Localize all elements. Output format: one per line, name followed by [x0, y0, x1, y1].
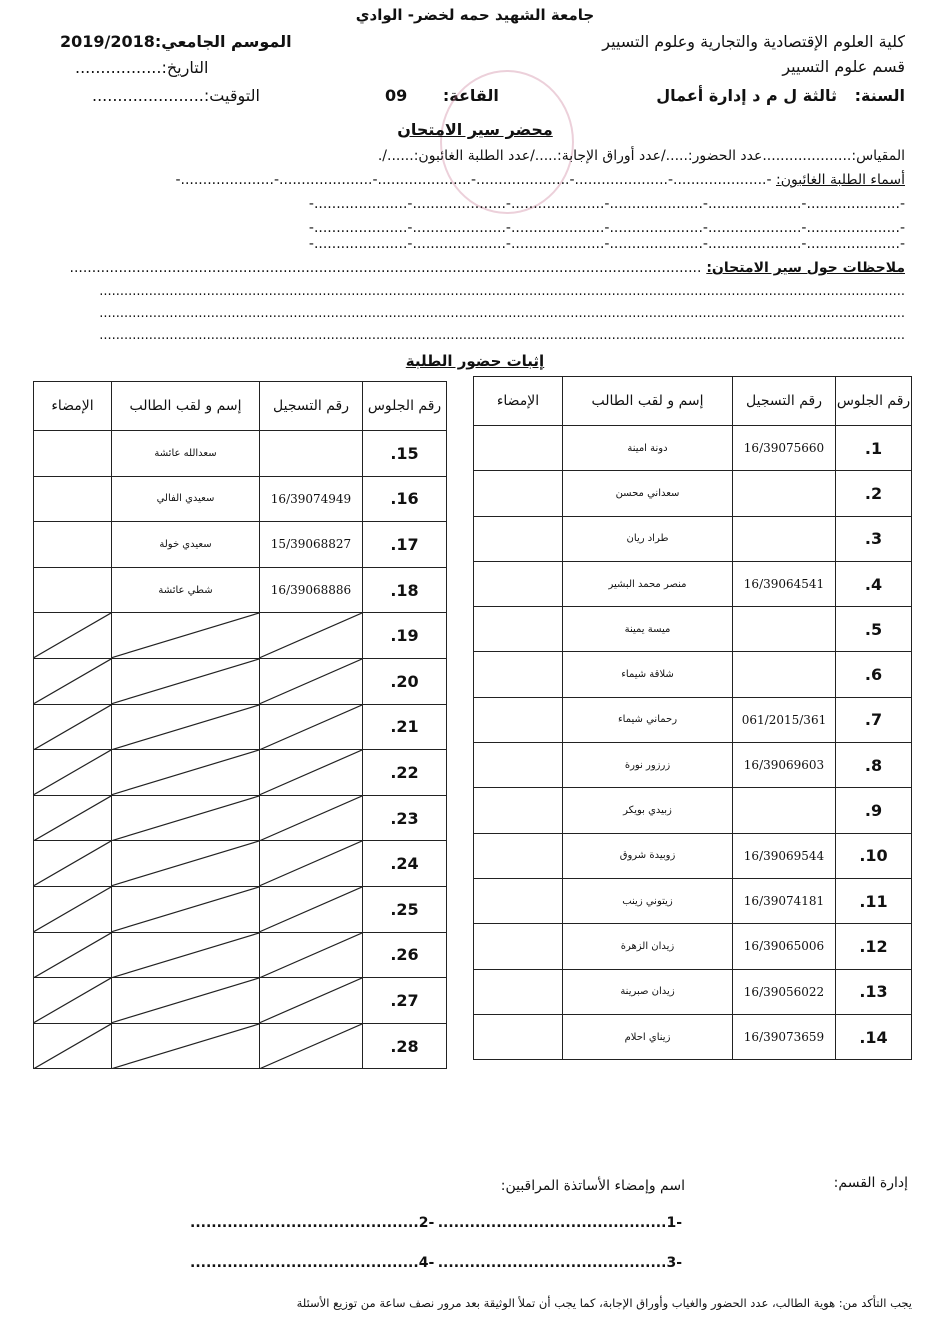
- registration-number: [260, 750, 363, 796]
- registration-number: 16/39074181: [733, 878, 836, 923]
- signature-cell[interactable]: [34, 1023, 112, 1069]
- strike-line-icon: [260, 613, 362, 658]
- registration-number: 16/39069544: [733, 833, 836, 878]
- strike-line-icon: [260, 1024, 362, 1069]
- absent-row-4[interactable]: -.....................-.....................-.....................-.....................-.....................-.....................-: [308, 236, 905, 252]
- seat-number: 21.: [363, 704, 447, 750]
- proctors-label: اسم وإمضاء الأساتذة المراقبين:: [500, 1178, 685, 1194]
- student-name: زيتوني زينب: [563, 878, 733, 923]
- registration-number: 16/39074949: [260, 476, 363, 522]
- signature-cell[interactable]: [474, 969, 563, 1014]
- table-row: [34, 431, 447, 477]
- seat-number: 12.: [836, 924, 912, 969]
- registration-number: [733, 652, 836, 697]
- table-row: [474, 652, 912, 697]
- student-name: منصر محمد البشير: [563, 561, 733, 606]
- student-name: دونة امينة: [563, 426, 733, 471]
- registration-number: 16/39073659: [733, 1014, 836, 1059]
- registration-number: [260, 704, 363, 750]
- registration-number: 16/39065006: [733, 924, 836, 969]
- student-name: زوبيدة شروق: [563, 833, 733, 878]
- strike-line-icon: [260, 796, 362, 841]
- signature-cell[interactable]: [34, 613, 112, 659]
- table-row: [474, 833, 912, 878]
- table-row: [34, 522, 447, 568]
- registration-number: 061/2015/361: [733, 697, 836, 742]
- notes-row-1: ..............................................................................................................................................: [69, 260, 702, 276]
- strike-line-icon: [260, 933, 362, 978]
- proctor-3-line[interactable]: -3...........................................: [437, 1255, 682, 1271]
- seat-number: 22.: [363, 750, 447, 796]
- year-value: ثالثة ل م د إدارة أعمال: [656, 86, 838, 105]
- col-sign-header: الإمضاء: [34, 382, 112, 431]
- strike-line-icon: [260, 887, 362, 932]
- signature-cell[interactable]: [474, 607, 563, 652]
- registration-number: [260, 795, 363, 841]
- registration-number: [260, 978, 363, 1024]
- table-row: [474, 561, 912, 606]
- absent-label: أسماء الطلبة الغائبون:: [776, 172, 905, 188]
- col-seat-header: رقم الجلوس: [363, 382, 447, 431]
- absent-row-3[interactable]: -.....................-.....................-.....................-.....................-.....................-.....................-: [308, 220, 905, 236]
- registration-number: [733, 516, 836, 561]
- absent-row-1: -.....................-.....................-.....................-.....................-.....................-.....................-: [175, 172, 772, 188]
- seat-number: 26.: [363, 932, 447, 978]
- col-sign-header: الإمضاء: [474, 377, 563, 426]
- col-reg-header: رقم التسجيل: [733, 377, 836, 426]
- signature-cell[interactable]: [34, 841, 112, 887]
- strike-line-icon: [112, 1024, 259, 1069]
- signature-cell[interactable]: [474, 788, 563, 833]
- strike-line-icon: [112, 613, 259, 658]
- stamp-seal: [440, 70, 574, 214]
- col-reg-header: رقم التسجيل: [260, 382, 363, 431]
- student-name: زرزور نورة: [563, 743, 733, 788]
- strike-line-icon: [112, 705, 259, 750]
- table-row: [474, 471, 912, 516]
- signature-cell[interactable]: [34, 704, 112, 750]
- registration-number: 15/39068827: [260, 522, 363, 568]
- student-name: زبيدي بويكر: [563, 788, 733, 833]
- seat-number: 16.: [363, 476, 447, 522]
- table-row: [34, 1023, 447, 1069]
- seat-number: 19.: [363, 613, 447, 659]
- strike-line-icon: [260, 705, 362, 750]
- strike-line-icon: [34, 933, 111, 978]
- student-name: سعدالله عائشة: [112, 431, 260, 477]
- strike-line-icon: [112, 659, 259, 704]
- strike-line-icon: [34, 978, 111, 1023]
- registration-number: 16/39064541: [733, 561, 836, 606]
- hall-label: القاعة:: [442, 86, 499, 105]
- exam-notes-line[interactable]: [70, 260, 906, 276]
- strike-line-icon: [260, 841, 362, 886]
- signature-cell[interactable]: [474, 833, 563, 878]
- department-admin-label: إدارة القسم:: [833, 1175, 908, 1191]
- table-row: [474, 426, 912, 471]
- attendance-table-left: [33, 381, 447, 1069]
- student-name: [112, 932, 260, 978]
- student-name: زيناي احلام: [563, 1014, 733, 1059]
- registration-number: [733, 607, 836, 652]
- student-name: [112, 658, 260, 704]
- seat-number: 11.: [836, 878, 912, 923]
- table-row: [474, 697, 912, 742]
- col-seat-header: رقم الجلوس: [836, 377, 912, 426]
- table-header-row: [474, 377, 912, 426]
- signature-cell[interactable]: [474, 743, 563, 788]
- registration-number: [260, 431, 363, 477]
- student-name: [112, 704, 260, 750]
- seat-number: 25.: [363, 886, 447, 932]
- seat-number: 18.: [363, 567, 447, 613]
- table-header-row: [34, 382, 447, 431]
- strike-line-icon: [112, 796, 259, 841]
- absent-students-line[interactable]: [175, 172, 905, 188]
- date-field: التاريخ:.................: [75, 58, 209, 77]
- seat-number: 20.: [363, 658, 447, 704]
- student-name: [112, 978, 260, 1024]
- strike-line-icon: [34, 613, 111, 658]
- signature-cell[interactable]: [474, 516, 563, 561]
- module-line[interactable]: المقياس:....................عدد الحضور:...../عدد أوراق الإجابة:...../عدد الطلبة الغائبون:....../.: [377, 148, 905, 164]
- student-name: زيدان صبرينة: [563, 969, 733, 1014]
- table-row: [474, 743, 912, 788]
- registration-number: 16/39056022: [733, 969, 836, 1014]
- year-label: السنة:: [854, 86, 905, 105]
- strike-line-icon: [34, 887, 111, 932]
- registration-number: 16/39069603: [733, 743, 836, 788]
- table-row: [34, 750, 447, 796]
- table-row: [474, 924, 912, 969]
- table-row: [34, 567, 447, 613]
- student-name: [112, 886, 260, 932]
- absent-row-2[interactable]: -.....................-.....................-.....................-.....................-.....................-.....................-: [308, 196, 905, 212]
- seat-number: 5.: [836, 607, 912, 652]
- strike-line-icon: [34, 659, 111, 704]
- table-row: [34, 613, 447, 659]
- season-label: الموسم الجامعي:2019/2018: [60, 32, 292, 51]
- seat-number: 2.: [836, 471, 912, 516]
- student-name: رحماني شيماء: [563, 697, 733, 742]
- registration-number: [260, 658, 363, 704]
- strike-line-icon: [34, 705, 111, 750]
- seat-number: 6.: [836, 652, 912, 697]
- student-name: [112, 795, 260, 841]
- registration-number: [260, 841, 363, 887]
- seat-number: 10.: [836, 833, 912, 878]
- strike-line-icon: [260, 978, 362, 1023]
- table-row: [34, 476, 447, 522]
- signature-cell[interactable]: [474, 426, 563, 471]
- signature-cell[interactable]: [34, 932, 112, 978]
- strike-line-icon: [112, 978, 259, 1023]
- student-name: [112, 1023, 260, 1069]
- seat-number: 28.: [363, 1023, 447, 1069]
- page-title: محضر سير الامتحان: [397, 120, 553, 139]
- proctor-1-line[interactable]: -1...........................................: [437, 1215, 682, 1231]
- signature-cell[interactable]: [34, 886, 112, 932]
- strike-line-icon: [34, 1024, 111, 1069]
- table-row: [34, 886, 447, 932]
- student-name: زيدان الزهرة: [563, 924, 733, 969]
- seat-number: 27.: [363, 978, 447, 1024]
- university-name: جامعة الشهيد حمه لخضر- الوادي: [355, 6, 595, 24]
- seat-number: 24.: [363, 841, 447, 887]
- notes-label: ملاحظات حول سير الامتحان:: [706, 260, 905, 276]
- signature-cell[interactable]: [474, 652, 563, 697]
- footer-note: يجب التأكد من: هوية الطالب، عدد الحضور والغياب وأوراق الإجابة، كما يجب أن تملأ الوثيقة بعد مرور نصف ساعة من توزيع الأسئلة: [296, 1296, 912, 1310]
- student-name: سعيدي خولة: [112, 522, 260, 568]
- strike-line-icon: [112, 933, 259, 978]
- table-row: [474, 607, 912, 652]
- department-name: قسم علوم التسيير: [782, 57, 905, 76]
- student-name: سعداني محسن: [563, 471, 733, 516]
- strike-line-icon: [112, 887, 259, 932]
- notes-row-3[interactable]: ...................................................................................................................................................................................................: [99, 306, 905, 321]
- seat-number: 13.: [836, 969, 912, 1014]
- signature-cell[interactable]: [34, 476, 112, 522]
- table-row: [474, 1014, 912, 1059]
- signature-cell[interactable]: [474, 878, 563, 923]
- registration-number: [260, 1023, 363, 1069]
- proctor-2-line[interactable]: -2...........................................: [190, 1215, 435, 1231]
- proctor-4-line[interactable]: -4...........................................: [190, 1255, 435, 1271]
- strike-line-icon: [112, 841, 259, 886]
- signature-cell[interactable]: [34, 658, 112, 704]
- table-row: [474, 969, 912, 1014]
- strike-line-icon: [260, 659, 362, 704]
- time-field: التوقيت:......................: [92, 86, 260, 105]
- student-name: [112, 750, 260, 796]
- signature-cell[interactable]: [474, 924, 563, 969]
- signature-cell[interactable]: [474, 561, 563, 606]
- signature-cell[interactable]: [34, 750, 112, 796]
- notes-row-2[interactable]: ...................................................................................................................................................................................................: [99, 284, 905, 299]
- col-name-header: إسم و لقب الطالب: [112, 382, 260, 431]
- table-row: [34, 978, 447, 1024]
- year-field: [656, 86, 905, 105]
- student-name: شلاقة شيماء: [563, 652, 733, 697]
- student-name: ميسة يمينة: [563, 607, 733, 652]
- signature-cell[interactable]: [34, 795, 112, 841]
- table-row: [34, 704, 447, 750]
- table-row: [34, 658, 447, 704]
- strike-line-icon: [34, 796, 111, 841]
- table-row: [474, 516, 912, 561]
- registration-number: [260, 886, 363, 932]
- registration-number: [260, 613, 363, 659]
- seat-number: 15.: [363, 431, 447, 477]
- seat-number: 14.: [836, 1014, 912, 1059]
- signature-cell[interactable]: [34, 431, 112, 477]
- registration-number: 16/39075660: [733, 426, 836, 471]
- attendance-title: إثبات حضور الطلبة: [405, 352, 545, 370]
- signature-cell[interactable]: [474, 471, 563, 516]
- seat-number: 17.: [363, 522, 447, 568]
- registration-number: [733, 788, 836, 833]
- table-row: [474, 788, 912, 833]
- strike-line-icon: [112, 750, 259, 795]
- strike-line-icon: [260, 750, 362, 795]
- col-name-header: إسم و لقب الطالب: [563, 377, 733, 426]
- signature-cell[interactable]: [34, 978, 112, 1024]
- strike-line-icon: [34, 750, 111, 795]
- seat-number: 1.: [836, 426, 912, 471]
- registration-number: 16/39068886: [260, 567, 363, 613]
- faculty-name: كلية العلوم الإقتصادية والتجارية وعلوم التسيير: [602, 32, 905, 51]
- seat-number: 4.: [836, 561, 912, 606]
- hall-value: 09: [385, 86, 408, 105]
- signature-cell[interactable]: [474, 697, 563, 742]
- notes-row-4[interactable]: ...................................................................................................................................................................................................: [99, 328, 905, 343]
- signature-cell[interactable]: [34, 522, 112, 568]
- signature-cell[interactable]: [474, 1014, 563, 1059]
- table-row: [34, 841, 447, 887]
- table-row: [34, 932, 447, 978]
- student-name: [112, 613, 260, 659]
- student-name: [112, 841, 260, 887]
- registration-number: [260, 932, 363, 978]
- seat-number: 9.: [836, 788, 912, 833]
- table-row: [34, 795, 447, 841]
- registration-number: [733, 471, 836, 516]
- attendance-table-right: [473, 376, 912, 1060]
- seat-number: 23.: [363, 795, 447, 841]
- student-name: طراد ريان: [563, 516, 733, 561]
- seat-number: 7.: [836, 697, 912, 742]
- seat-number: 3.: [836, 516, 912, 561]
- table-row: [474, 878, 912, 923]
- seat-number: 8.: [836, 743, 912, 788]
- student-name: سعيدي الفالي: [112, 476, 260, 522]
- strike-line-icon: [34, 841, 111, 886]
- student-name: شطي عائشة: [112, 567, 260, 613]
- signature-cell[interactable]: [34, 567, 112, 613]
